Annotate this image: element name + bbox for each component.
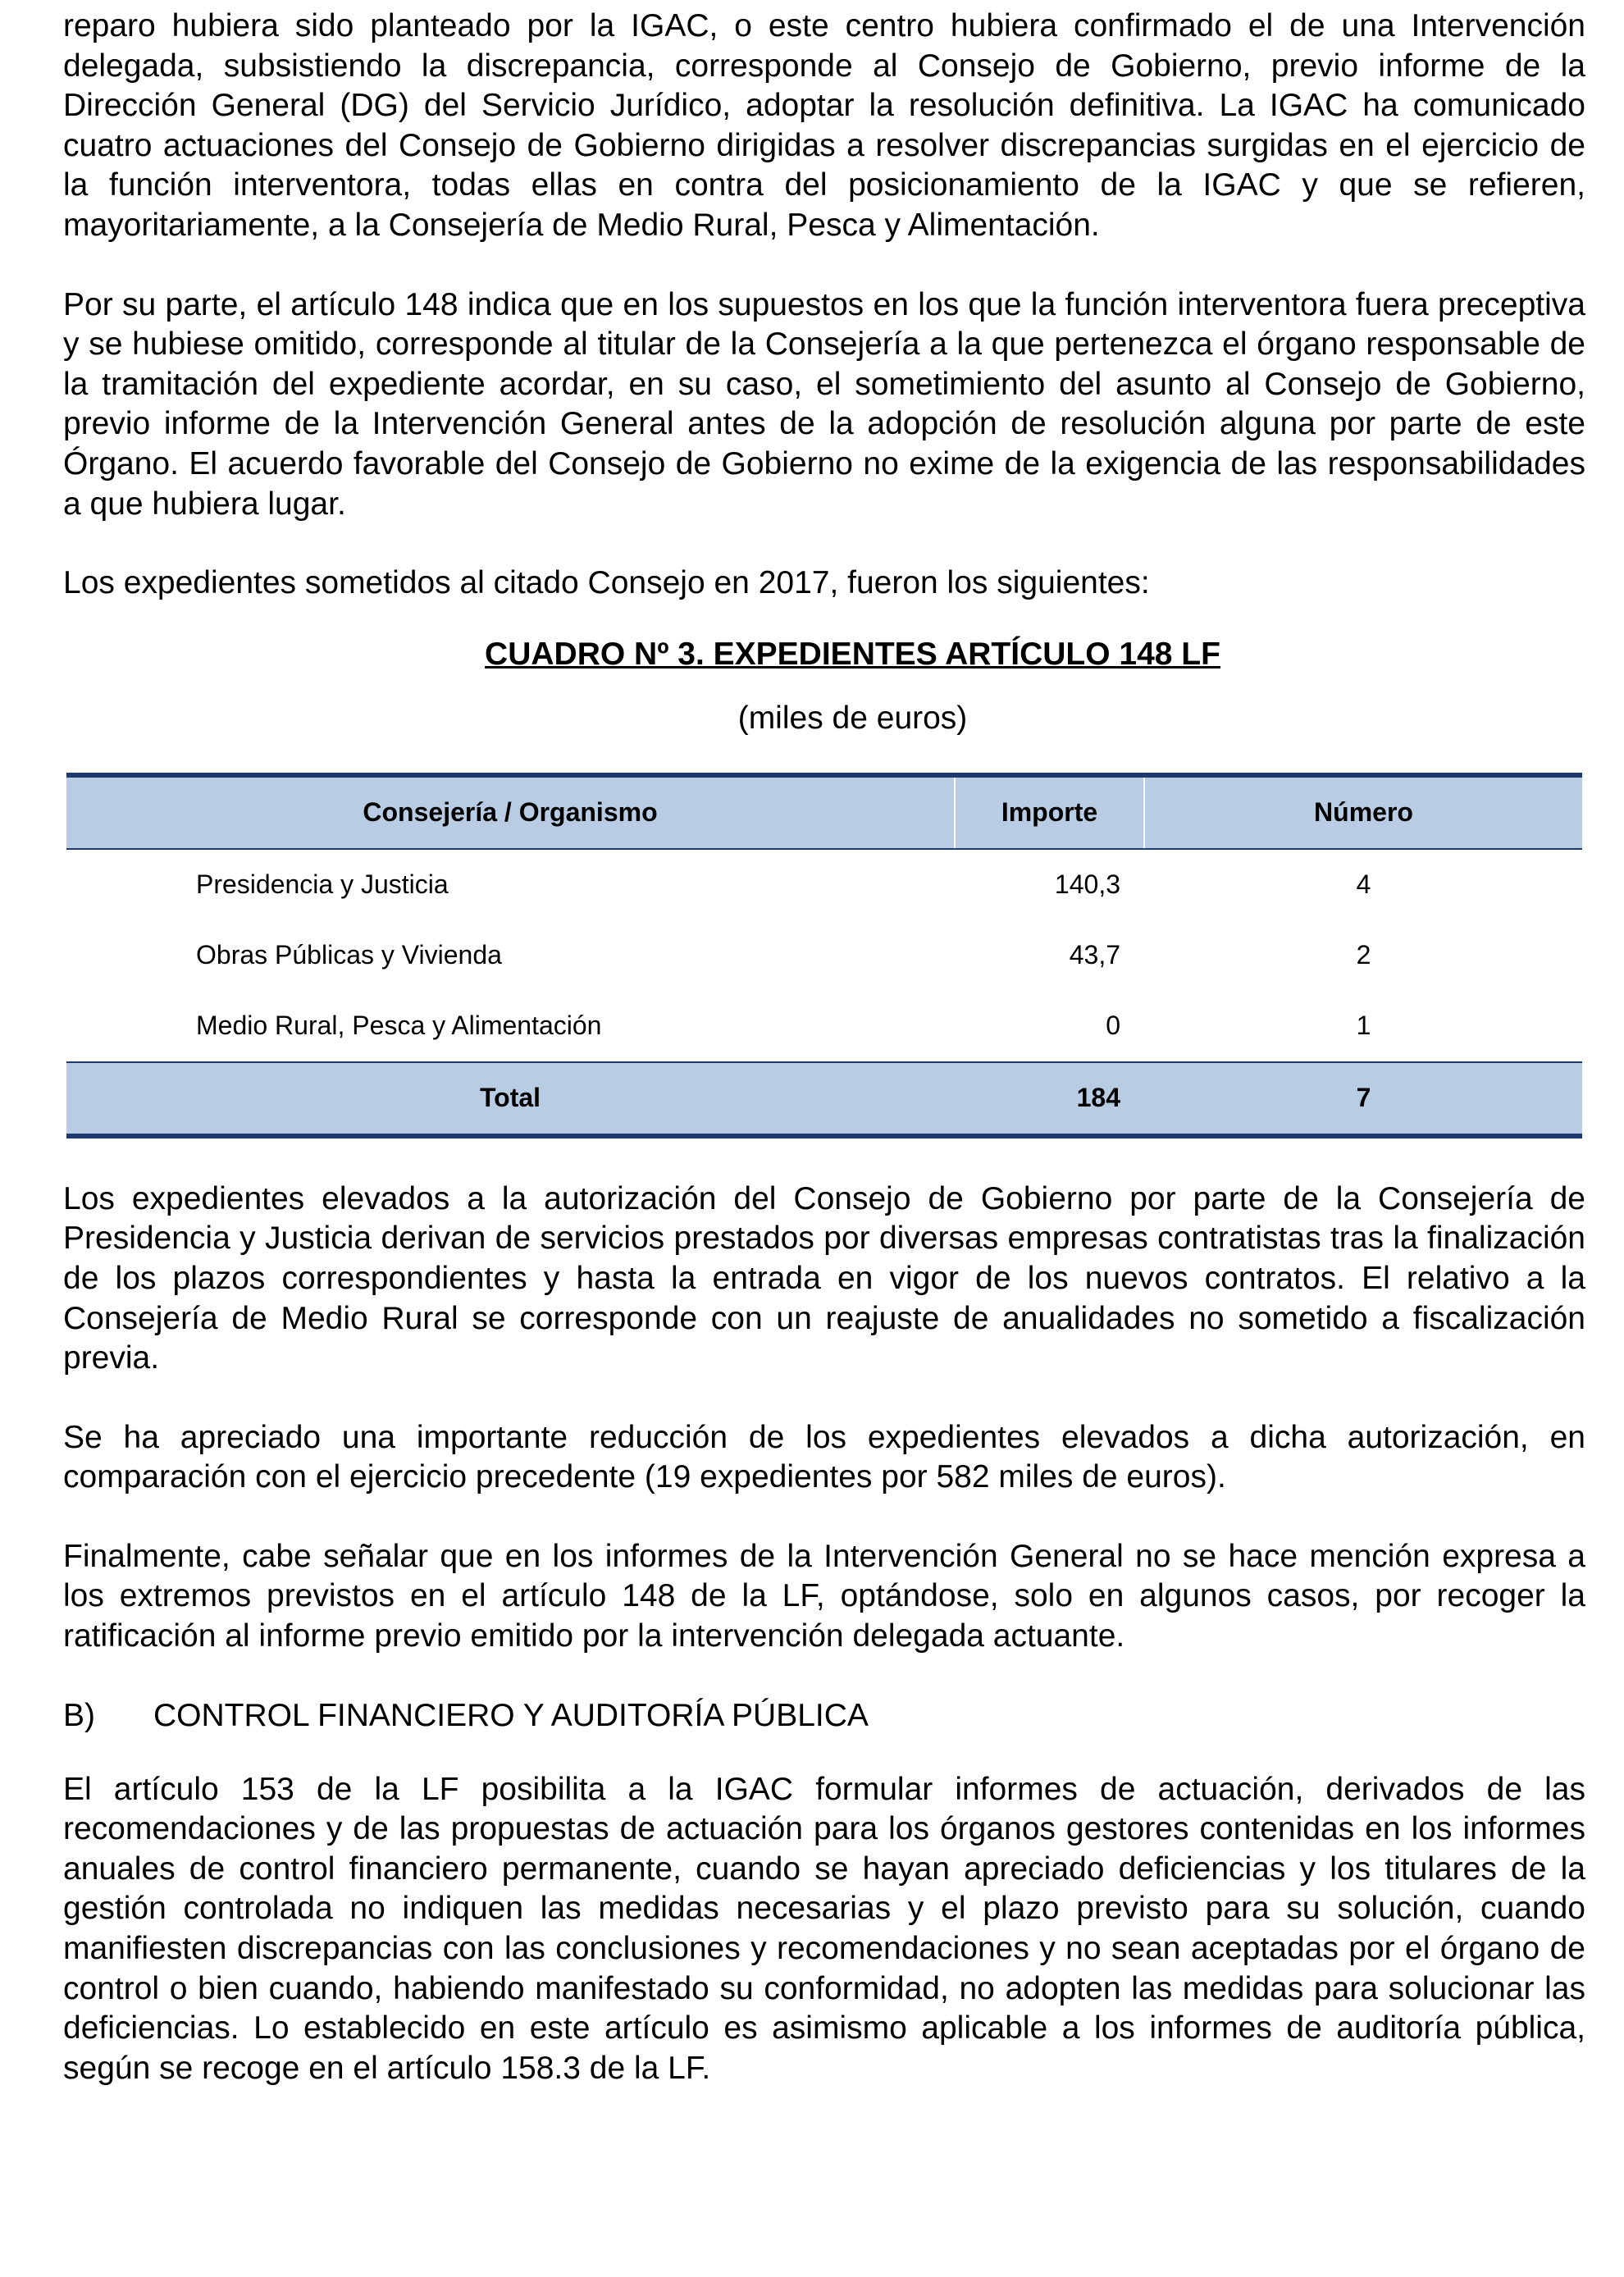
paragraph-reparo: reparo hubiera sido planteado por la IGAC, o este centro hubiera confirmado el de una Intervención delegada, subsistiendo la discrepancia, corresponde al Consejo de Gobierno, previo informe de la Dirección General (DG) del Servicio Jurídico, adoptar la resolución definitiva. La IGAC ha comunicado cuatro actuaciones del Consejo de Gobierno dirigidas a resolver discrepancias surgidas en el ejercicio de la función interventora, todas ellas en contra del posicionamiento de la IGAC y que se refieren, mayoritariamente, a la Consejería de Medio Rural, Pesca y Alimentación.	[63, 8, 1585, 243]
expedientes-table	[66, 773, 1582, 1138]
total-numero: 7	[1356, 1083, 1371, 1113]
total-label: Total	[479, 1083, 541, 1113]
table-row	[66, 920, 1582, 991]
cell-numero: 1	[1356, 1011, 1371, 1041]
paragraph-presidencia: Los expedientes elevados a la autorización del Consejo de Gobierno por parte de la Consejería de Presidencia y Justicia derivan de servicios prestados por diversas empresas contratistas tras la finalización de los plazos correspondientes y hasta la entrada en vigor de los nuevos contratos. El relativo a la Consejería de Medio Rural se corresponde con un reajuste de anualidades no sometido a fiscalización previa.	[63, 1180, 1585, 1376]
paragraph-expedientes-intro: Los expedientes sometidos al citado Consejo en 2017, fueron los siguientes:	[63, 565, 1150, 601]
table-header-row	[66, 778, 1582, 850]
section-letter: B)	[63, 1697, 95, 1733]
paragraph-reduccion: Se ha apreciado una importante reducción de los expedientes elevados a dicha autorización, en comparación con el ejercicio precedente (19 expedientes por 582 miles de euros).	[63, 1419, 1585, 1495]
table-row	[66, 991, 1582, 1061]
table-row	[66, 850, 1582, 920]
cell-importe: 140,3	[1054, 869, 1120, 900]
paragraph-finalmente: Finalmente, cabe señalar que en los informes de la Intervención General no se hace mención expresa a los extremos previstos en el artículo 148 de la LF, optándose, solo en algunos casos, por recoger la ratificación al informe previo emitido por la intervención delegada actuante.	[63, 1538, 1585, 1654]
document-page	[63, 7, 1585, 2128]
cell-numero: 4	[1356, 869, 1371, 900]
table-units: (miles de euros)	[737, 700, 968, 736]
header-consejeria: Consejería / Organismo	[363, 797, 658, 828]
cell-consejeria: Presidencia y Justicia	[196, 869, 449, 900]
cell-consejeria: Medio Rural, Pesca y Alimentación	[196, 1011, 602, 1041]
cell-importe: 0	[1106, 1011, 1120, 1041]
section-heading	[63, 1696, 1585, 1736]
total-importe: 184	[1076, 1083, 1120, 1113]
header-numero: Número	[1314, 797, 1413, 828]
table-caption: CUADRO Nº 3. EXPEDIENTES ARTÍCULO 148 LF	[485, 636, 1220, 672]
table-total-row	[66, 1061, 1582, 1134]
section-title: CONTROL FINANCIERO Y AUDITORÍA PÚBLICA	[153, 1697, 869, 1733]
paragraph-articulo-153: El artículo 153 de la LF posibilita a la IGAC formular informes de actuación, derivados de las recomendaciones y de las propuestas de actuación para los órganos gestores contenidas en los informes anuales de control financiero permanente, cuando se hayan apreciado deficiencias y los titulares de la gestión controlada no indiquen las medidas necesarias y el plazo previsto para su solución, cuando manifiesten discrepancias con las conclusiones y recomendaciones y no sean aceptadas por el órgano de control o bien cuando, habiendo manifestado su conformidad, no adopten las medidas para solucionar las deficiencias. Lo establecido en este artículo es asimismo aplicable a los informes de auditoría pública, según se recoge en el artículo 158.3 de la LF.	[63, 1771, 1585, 2086]
header-importe: Importe	[954, 778, 1145, 848]
cell-numero: 2	[1356, 940, 1371, 970]
cell-consejeria: Obras Públicas y Vivienda	[196, 940, 502, 970]
paragraph-articulo-148: Por su parte, el artículo 148 indica que en los supuestos en los que la función interventora fuera preceptiva y se hubiese omitido, corresponde al titular de la Consejería a la que pertenezca el órgano responsable de la tramitación del expediente acordar, en su caso, el sometimiento del asunto al Consejo de Gobierno, previo informe de la Intervención General antes de la adopción de resolución alguna por parte de este Órgano. El acuerdo favorable del Consejo de Gobierno no exime de la exigencia de las responsabilidades a que hubiera lugar.	[63, 286, 1585, 522]
cell-importe: 43,7	[1069, 940, 1120, 970]
